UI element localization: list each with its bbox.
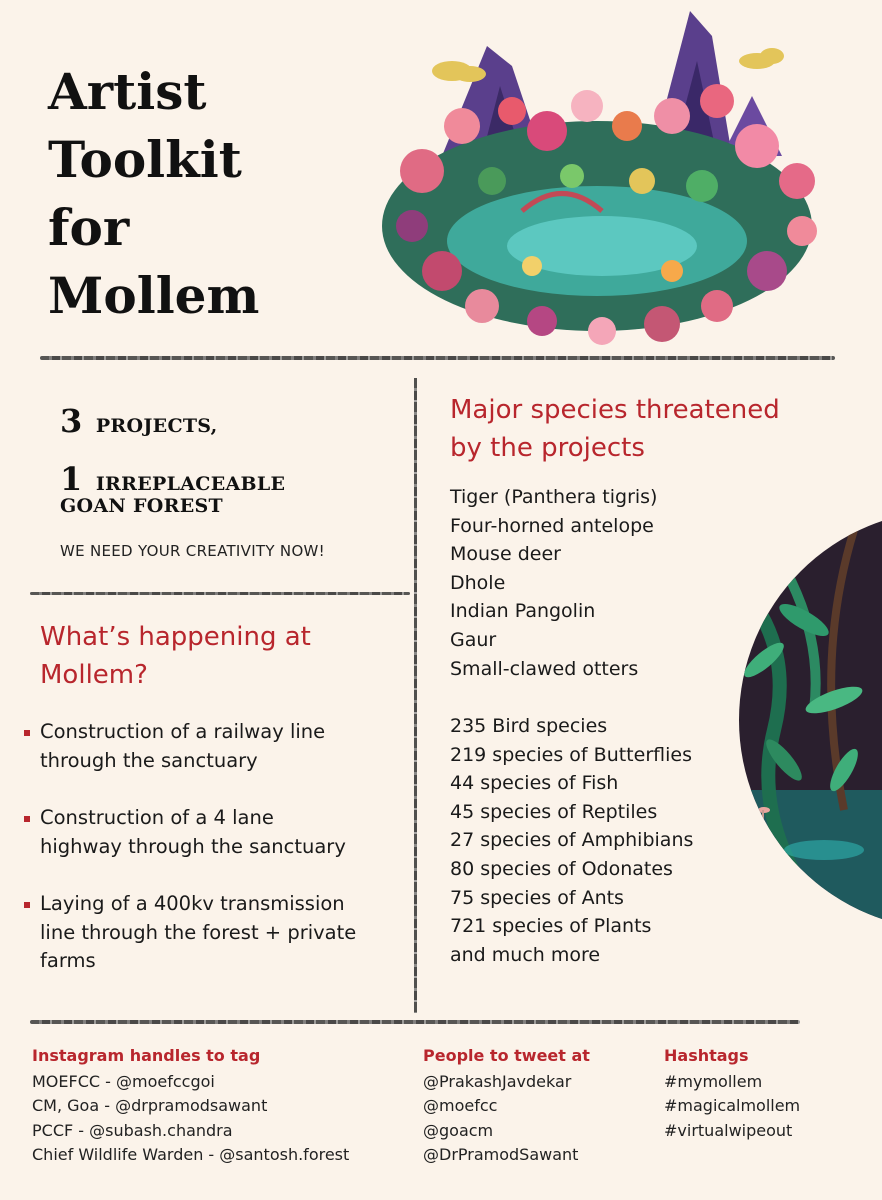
tweet-heading: People to tweet at [423, 1046, 590, 1065]
bottom-divider [30, 1020, 800, 1024]
list-item: Tiger (Panthera tigris) [450, 486, 658, 508]
projects-line [60, 402, 218, 440]
happening-heading-line: Mollem? [40, 660, 148, 690]
hashtags-list [664, 1070, 800, 1143]
list-item: 721 species of Plants [450, 915, 652, 938]
projects-label: PROJECTS, [95, 415, 218, 437]
page-title [48, 58, 259, 330]
list-item [24, 804, 394, 861]
list-item-line: Construction of a 4 lane [40, 806, 274, 829]
list-item: 45 species of Reptiles [450, 800, 658, 823]
top-divider [40, 356, 835, 360]
title-line: Toolkit [48, 130, 242, 189]
list-item: CM, Goa - @drpramodsawant [32, 1096, 268, 1116]
list-item: Small-clawed otters [450, 657, 639, 680]
list-item-line: Construction of a railway line [40, 720, 326, 743]
list-item: 235 Bird species [450, 715, 608, 737]
species-heading-line: Major species threatened [450, 395, 780, 425]
title-line: for [48, 198, 130, 257]
list-item: @DrPramodSawant [423, 1145, 579, 1165]
list-item: 75 species of Ants [450, 886, 624, 909]
forest-label-2: GOAN FOREST [60, 495, 223, 517]
list-item-line: through the sanctuary [40, 748, 258, 772]
list-item: 80 species of Odonates [450, 857, 673, 880]
cta-text: WE NEED YOUR CREATIVITY NOW! [60, 542, 325, 560]
list-item: 27 species of Amphibians [450, 829, 694, 852]
list-item: #magicalmollem [664, 1096, 801, 1116]
list-item: @PrakashJavdekar [423, 1072, 572, 1091]
list-item [24, 718, 394, 775]
list-item: PCCF - @subash.chandra [32, 1120, 233, 1140]
left-divider [30, 592, 410, 595]
species-heading-line: by the projects [450, 433, 645, 463]
forest-count: 1 [60, 460, 83, 498]
hashtags-heading: Hashtags [664, 1046, 749, 1065]
species-heading [450, 391, 780, 467]
list-item-line: farms [40, 949, 96, 972]
forest-illustration [372, 6, 832, 351]
bullet-icon [24, 816, 30, 822]
column-divider [414, 378, 417, 1013]
list-item: #mymollem [664, 1072, 763, 1091]
list-item: Four-horned antelope [450, 514, 654, 537]
list-item: and much more [450, 943, 601, 966]
list-item: @moefcc [423, 1096, 498, 1116]
bullet-icon [24, 902, 30, 908]
list-item-line: line through the forest + private [40, 920, 357, 944]
list-item: #virtualwipeout [664, 1120, 793, 1140]
list-item: 219 species of Butterflies [450, 743, 692, 766]
title-line: Artist [48, 62, 207, 121]
list-item: Indian Pangolin [450, 600, 596, 623]
list-item-line: Laying of a 400kv transmission [40, 892, 345, 915]
list-item [24, 890, 394, 976]
instagram-list [32, 1070, 349, 1168]
happening-heading [40, 618, 311, 694]
list-item-line: highway through the sanctuary [40, 834, 346, 858]
list-item: 44 species of Fish [450, 772, 619, 795]
title-line: Mollem [48, 266, 260, 325]
jungle-illustration [734, 510, 882, 930]
projects-count: 3 [60, 402, 83, 440]
list-item: MOEFCC - @moefccgoi [32, 1072, 215, 1091]
bullet-icon [24, 730, 30, 736]
species-counts-list [450, 712, 693, 969]
forest-label-1: IRREPLACEABLE [95, 473, 286, 495]
animals-list [450, 483, 657, 683]
happening-heading-line: What’s happening at [40, 622, 311, 652]
list-item: Dhole [450, 571, 506, 594]
tweet-list [423, 1070, 578, 1168]
list-item: Mouse deer [450, 543, 561, 566]
forest-line [60, 460, 285, 498]
instagram-heading: Instagram handles to tag [32, 1046, 261, 1065]
list-item: Gaur [450, 628, 497, 651]
list-item: Chief Wildlife Warden - @santosh.forest [32, 1145, 350, 1165]
list-item: @goacm [423, 1120, 494, 1140]
